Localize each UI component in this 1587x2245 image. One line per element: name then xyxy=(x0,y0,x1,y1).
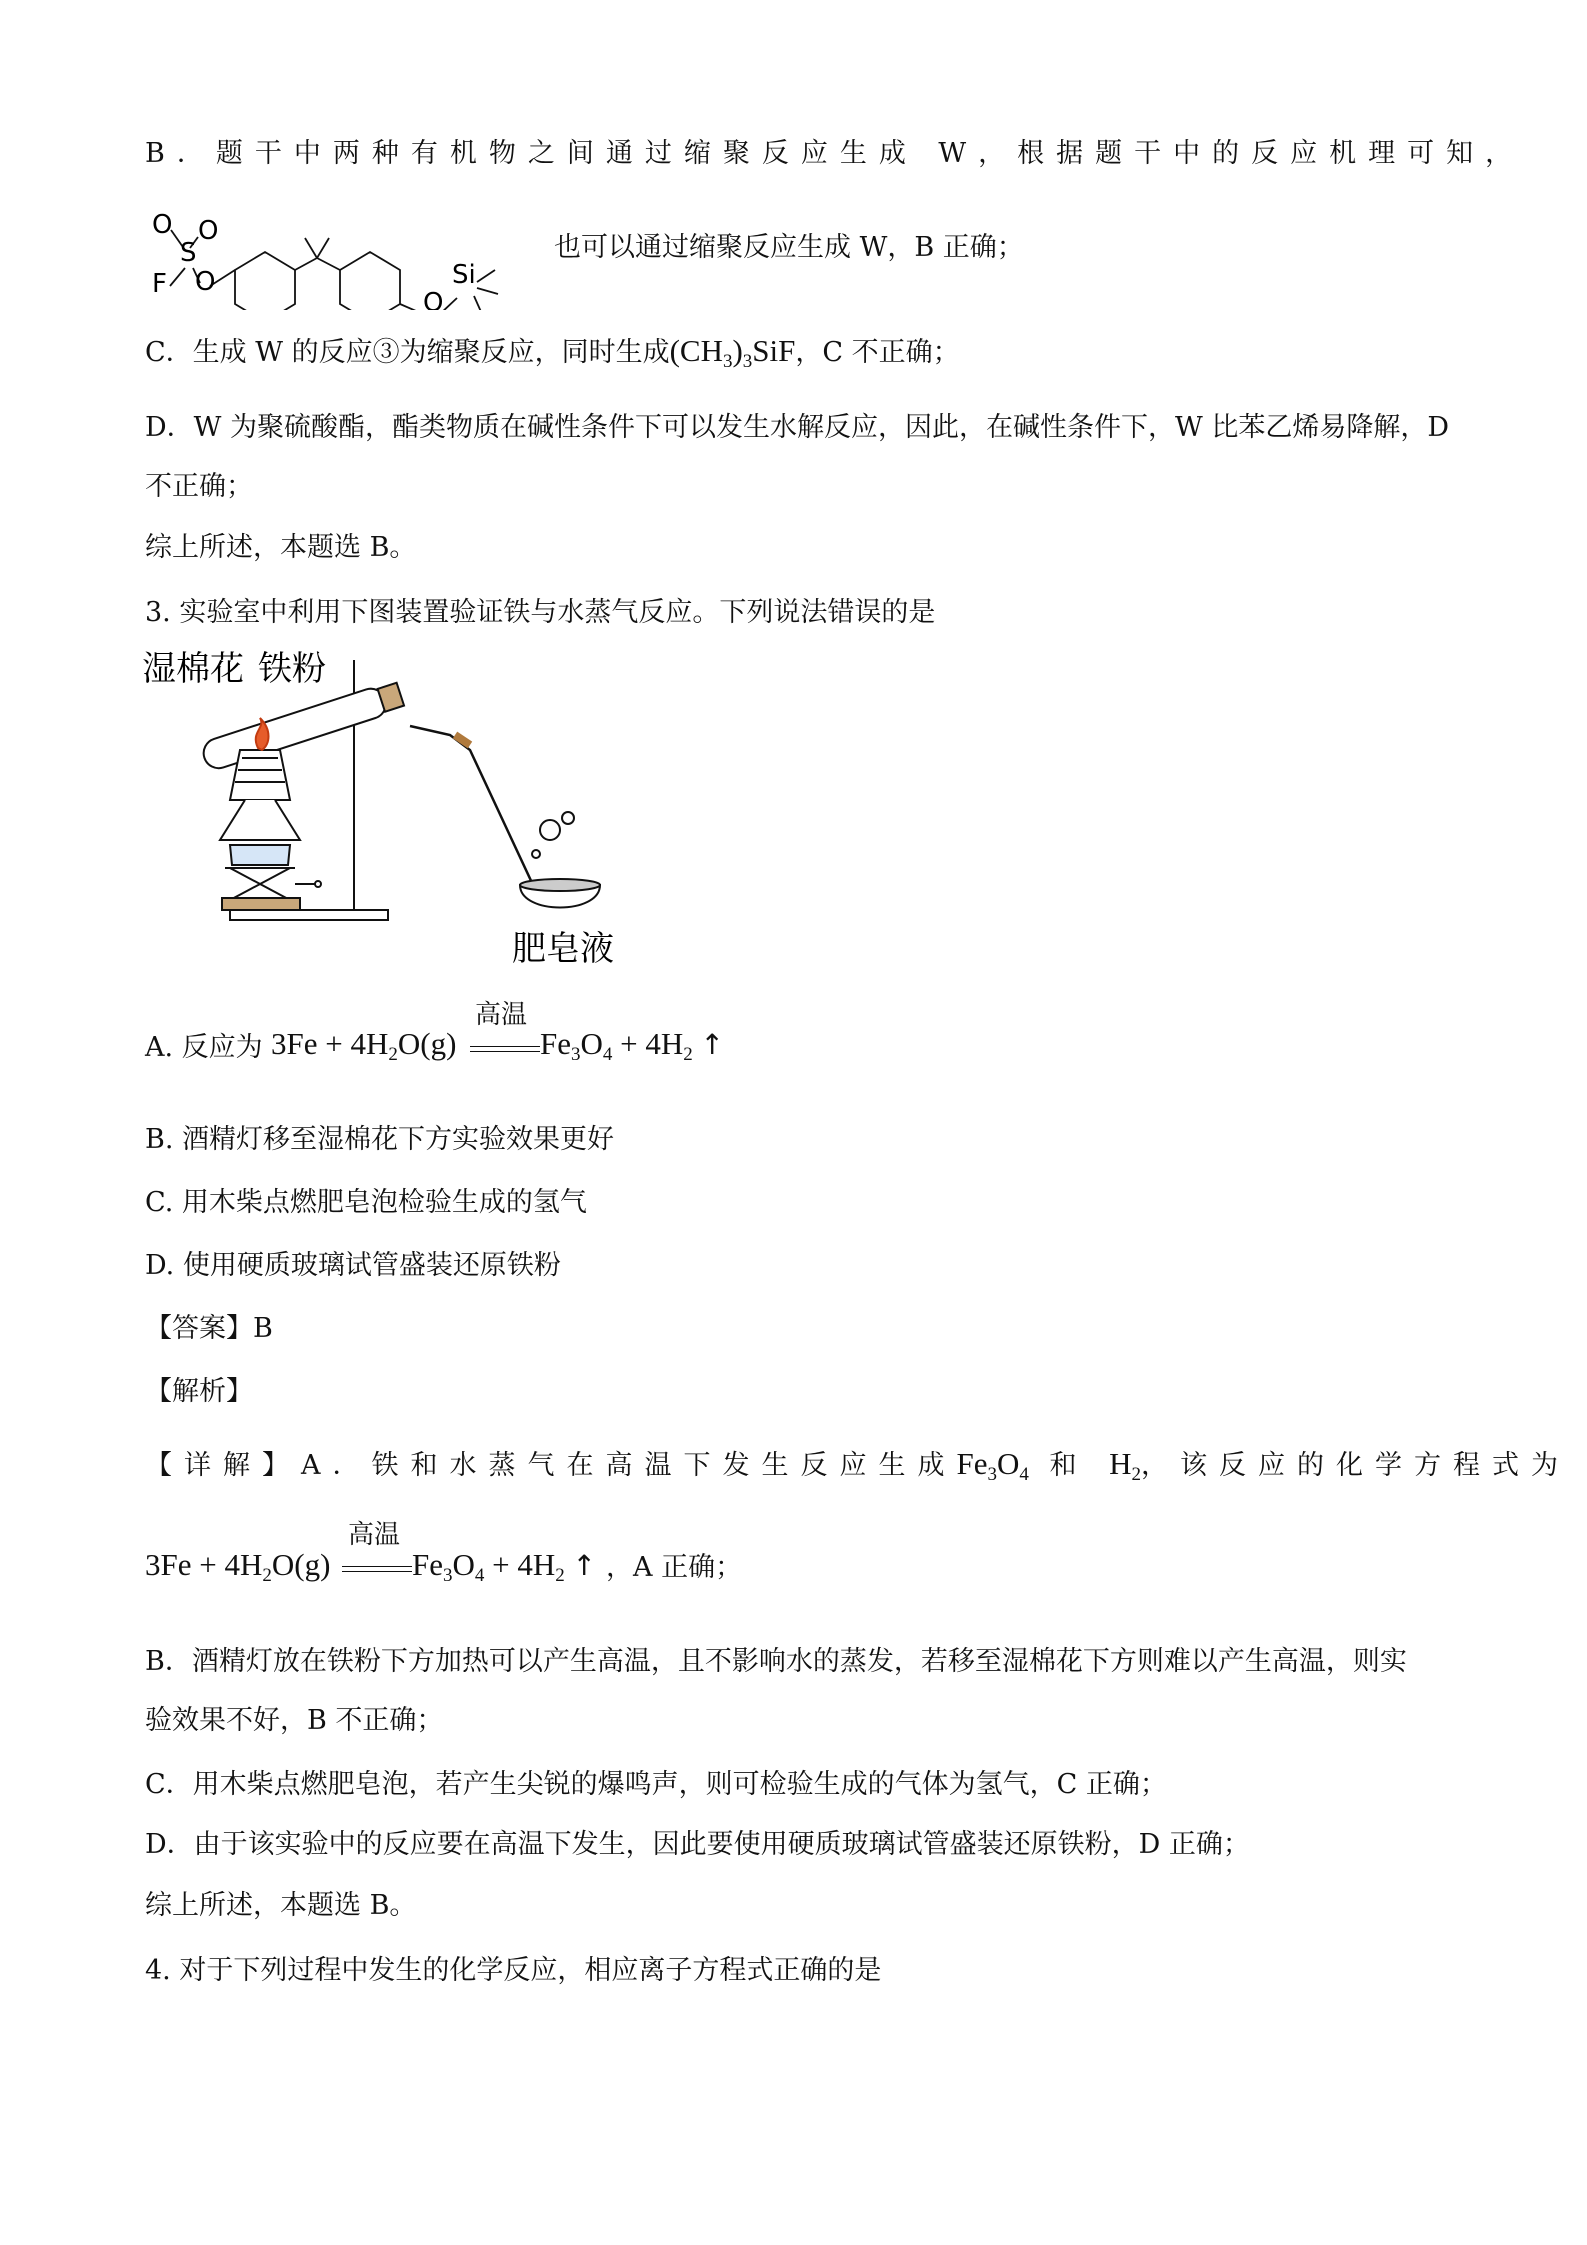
option-d-statement-line1: D．W 为聚硫酸酯，酯类物质在碱性条件下可以发生水解反应，因此，在碱性条件下，W 比苯乙烯易降解，D xyxy=(145,412,1449,443)
option-a-label: A. 反应为 xyxy=(145,1032,263,1063)
detail-condition: 高温 xyxy=(348,1520,401,1550)
formula-ch3-3-sif: $(CH_3)_3SiF$ xyxy=(669,333,796,372)
question-4: 4. 对于下列过程中发生的化学反应，相应离子方程式正确的是 xyxy=(145,1955,882,1986)
detail-equation-left: $3Fe + 4H_2O(g)$ xyxy=(145,1547,331,1586)
detail-d: D．由于该实验中的反应要在高温下发生，因此要使用硬质玻璃试管盛装还原铁粉，D 正确； xyxy=(145,1829,1250,1860)
detail-a-line1 xyxy=(145,1446,1570,1493)
option-c: C. 用木柴点燃肥皂泡检验生成的氢气 xyxy=(145,1187,587,1218)
option-a-condition: 高温 xyxy=(475,1000,528,1030)
detail-a-tail: ，该反应的化学方程式为 xyxy=(1140,1450,1570,1481)
option-a-equation-left: $3Fe + 4H_2O(g)$ xyxy=(271,1026,457,1065)
gas-arrow: ↑ xyxy=(700,1028,724,1061)
question-3: 3. 实验室中利用下图装置验证铁与水蒸气反应。下列说法错误的是 xyxy=(145,597,936,628)
option-b-statement: B．题干中两种有机物之间通过缩聚反应生成 W，根据题干中的反应机理可知， xyxy=(145,138,1525,169)
option-c-statement xyxy=(145,333,960,380)
label-soap: 肥皂液 xyxy=(512,929,614,969)
label-iron-powder: 铁粉 xyxy=(258,649,326,689)
detail-c: C．用木柴点燃肥皂泡，若产生尖锐的爆鸣声，则可检验生成的气体为氢气，C 正确； xyxy=(145,1769,1167,1800)
option-b: B. 酒精灯移至湿棉花下方实验效果更好 xyxy=(145,1124,615,1155)
option-d: D. 使用硬质玻璃试管盛装还原铁粉 xyxy=(145,1250,561,1281)
structure-o3: O xyxy=(195,267,216,297)
option-c-tail: ，C 不正确； xyxy=(795,337,960,368)
summary-1: 综上所述，本题选 B。 xyxy=(145,532,417,563)
detail-a-and: 和 xyxy=(1049,1450,1089,1481)
chemical-structure xyxy=(140,190,530,310)
option-a-equals xyxy=(470,1046,540,1052)
structure-o2: O xyxy=(198,216,219,246)
structure-si: Si xyxy=(452,260,476,290)
structure-s: S xyxy=(180,238,197,268)
option-d-statement-line2: 不正确； xyxy=(145,471,253,502)
option-c-text: C．生成 W 的反应③为缩聚反应，同时生成 xyxy=(145,337,670,368)
formula-h2: $H_2$ xyxy=(1109,1446,1141,1485)
formula-fe3o4: $Fe_3O_4$ xyxy=(956,1446,1029,1485)
option-a-equation-right: $Fe_3O_4 + 4H_2$ ↑ xyxy=(540,1026,724,1065)
structure-f: F xyxy=(152,269,167,299)
structure-o1: O xyxy=(152,210,173,240)
structure-o4: O xyxy=(423,288,444,310)
summary-2: 综上所述，本题选 B。 xyxy=(145,1890,417,1921)
label-wet-cotton: 湿棉花 xyxy=(142,649,244,689)
detail-a-text: 【详解】A．铁和水蒸气在高温下发生反应生成 xyxy=(145,1450,957,1481)
analysis-heading: 【解析】 xyxy=(145,1376,253,1407)
detail-a-tail2: ，A 正确； xyxy=(606,1552,743,1583)
option-b-statement-tail: 也可以通过缩聚反应生成 W，B 正确； xyxy=(554,232,1024,263)
detail-equals xyxy=(342,1566,412,1572)
detail-b-line1: B．酒精灯放在铁粉下方加热可以产生高温，且不影响水的蒸发，若移至湿棉花下方则难以产生高温，则实 xyxy=(145,1646,1407,1677)
detail-gas-arrow: ↑ xyxy=(572,1549,596,1582)
answer: 【答案】B xyxy=(145,1313,273,1344)
apparatus-figure xyxy=(140,640,640,980)
detail-b-line2: 验效果不好，B 不正确； xyxy=(145,1705,444,1736)
detail-equation-right: $Fe_3O_4 + 4H_2$ ↑ xyxy=(412,1547,596,1586)
